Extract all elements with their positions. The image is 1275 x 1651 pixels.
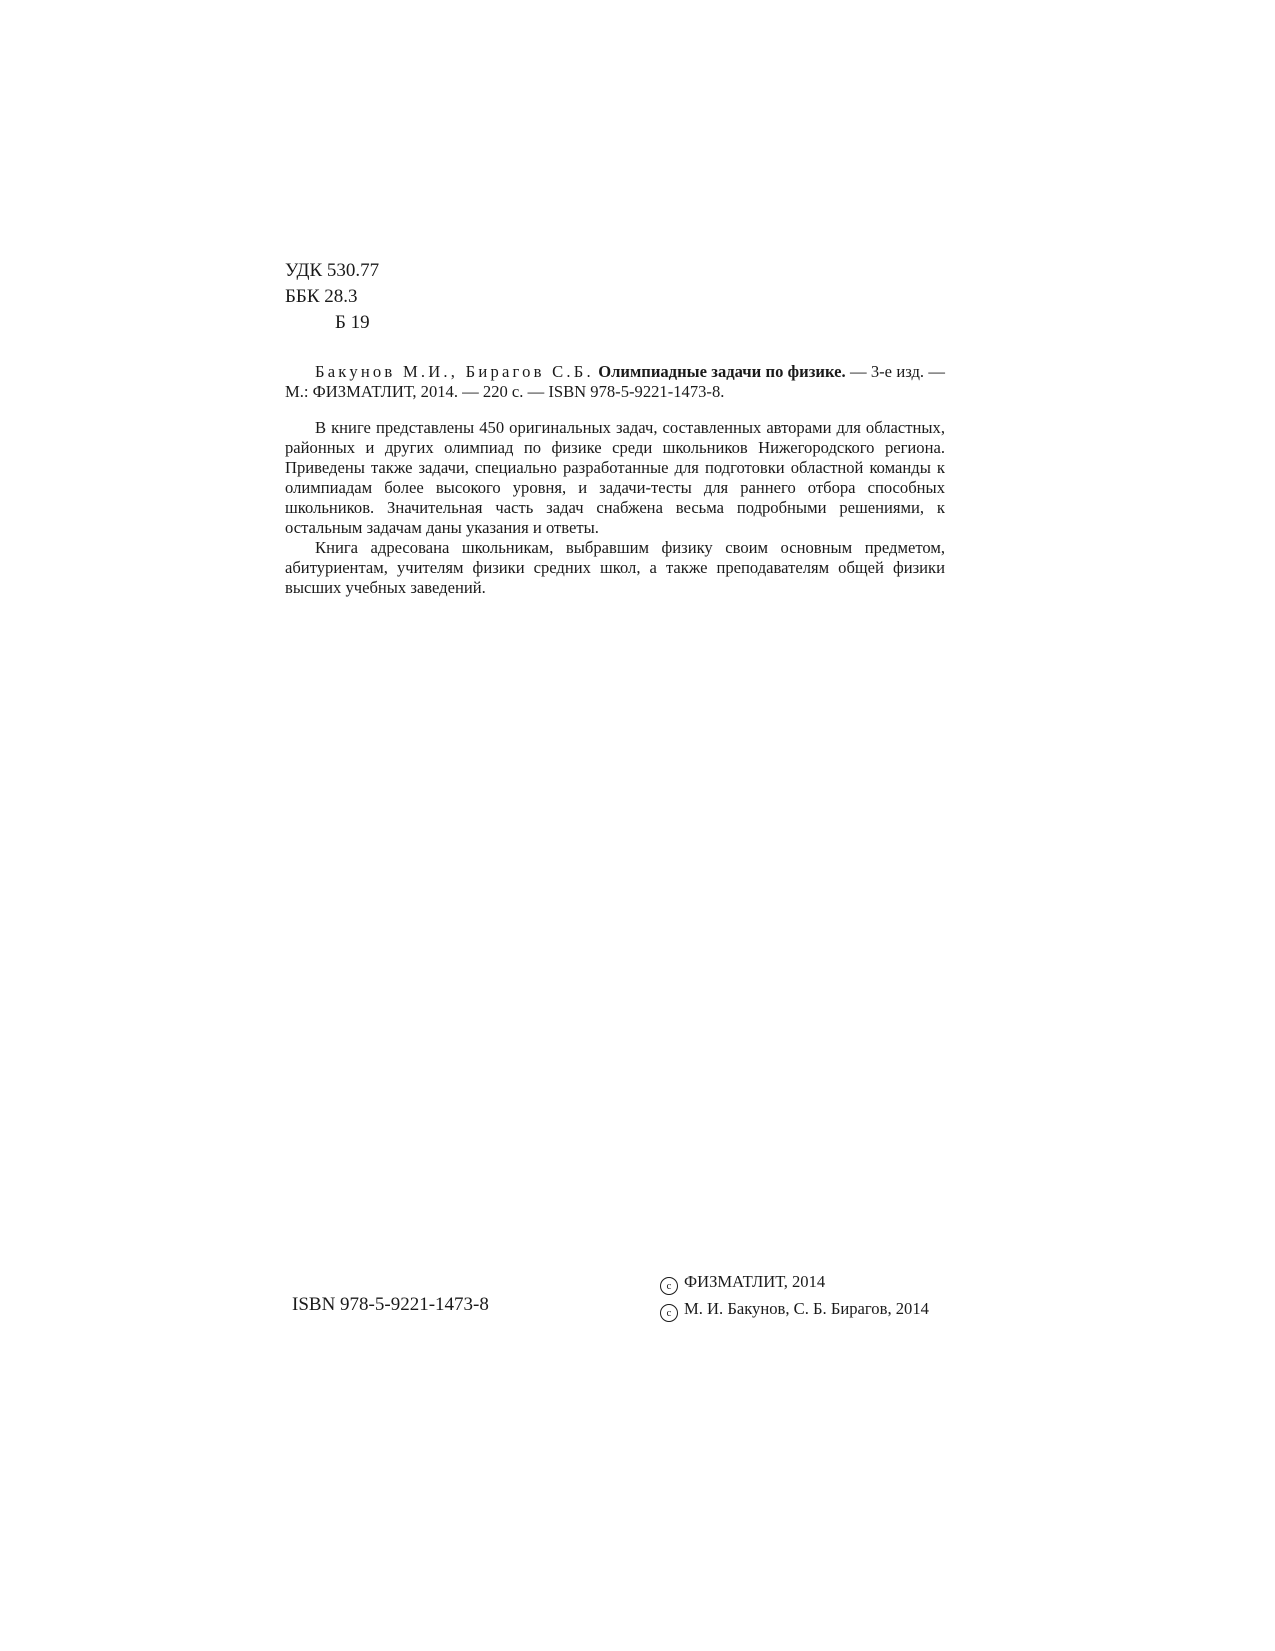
copyright-publisher-line (660, 1268, 929, 1295)
publication-details: — 3-е изд. — М.: ФИЗМАТЛИТ, 2014. — 220 с. — ISBN 978-5-9221-1473-8. (285, 362, 945, 401)
classification-codes (285, 258, 379, 336)
abstract (285, 418, 945, 598)
abstract-paragraph-2: Книга адресована школьникам, выбравшим физику своим основным предметом, абитуриентам, учителям физики средних школ, а также преподавателям общей физики высших учебных заведений. (285, 538, 945, 597)
copyright-block (660, 1268, 929, 1322)
book-title: Олимпиадные задачи по физике. (598, 362, 846, 381)
isbn: ISBN 978-5-9221-1473-8 (292, 1294, 489, 1315)
bbk-code: ББК 28.3 (285, 286, 358, 307)
copyright-icon: c (660, 1304, 678, 1322)
udk-code: УДК 530.77 (285, 260, 380, 281)
copyright-authors-line (660, 1295, 929, 1322)
copyright-publisher: ФИЗМАТЛИТ, 2014 (684, 1272, 826, 1291)
authors: Бакунов М.И., Бирагов С.Б. (315, 362, 594, 381)
abstract-paragraph-1: В книге представлены 450 оригинальных задач, составленных авторами для областных, районных и других олимпиад по физике среди школьников Нижегородского региона. Приведены также задачи, специально разработанные для подготовки областной команды к олимпиадам более высокого уровня, и задачи-тесты для раннего отбора способных школьников. Значительная часть задач снабжена весьма подробными решениями, к остальным задачам даны указания и ответы. (285, 418, 945, 537)
copyright-icon: c (660, 1277, 678, 1295)
bibliographic-record (285, 362, 945, 402)
copyright-authors: М. И. Бакунов, С. Б. Бирагов, 2014 (684, 1299, 929, 1318)
author-mark: Б 19 (335, 312, 370, 333)
